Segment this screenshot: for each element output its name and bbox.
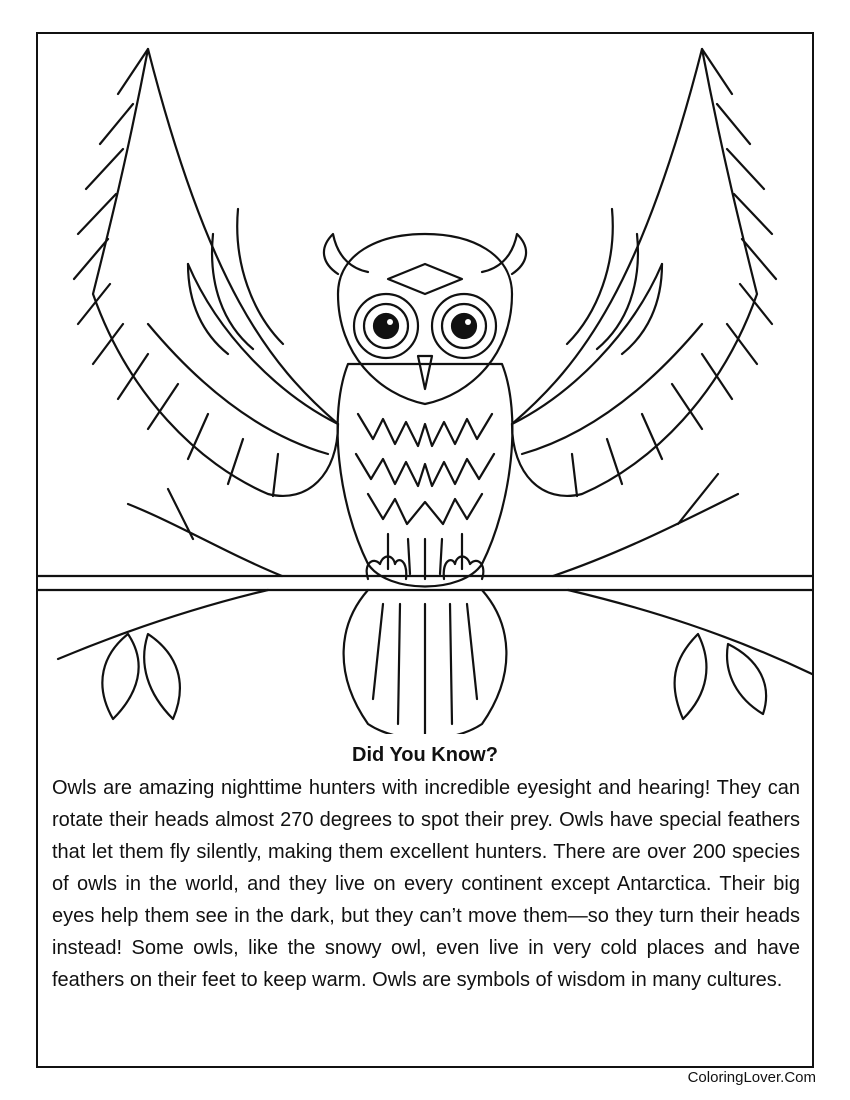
fact-body: Owls are amazing nighttime hunters with incredible eyesight and hearing! They can rotate their heads almost 270 degrees to spot their prey. Owls have special feathers that let them fly silently, making them excellent hunters. There are over 200 species of owls in the world, and they live on every continent except Antarctica. Their big eyes help them see in the dark, but they can’t move them—so they turn their heads instead! Some owls, like the snowy owl, even live in very cold places and have feathers on their feet to keep warm. Owls are symbols of wisdom in many cultures. [52, 777, 800, 991]
fact-title: Did You Know? [352, 744, 498, 766]
owl-body [338, 364, 513, 587]
page-frame [36, 32, 814, 1068]
owl-illustration [38, 34, 812, 734]
site-watermark: ColoringLover.Com [687, 1069, 816, 1086]
right-wing [512, 49, 776, 496]
left-wing [74, 49, 338, 496]
owl-tail [344, 590, 507, 734]
owl-eyes [354, 294, 496, 389]
